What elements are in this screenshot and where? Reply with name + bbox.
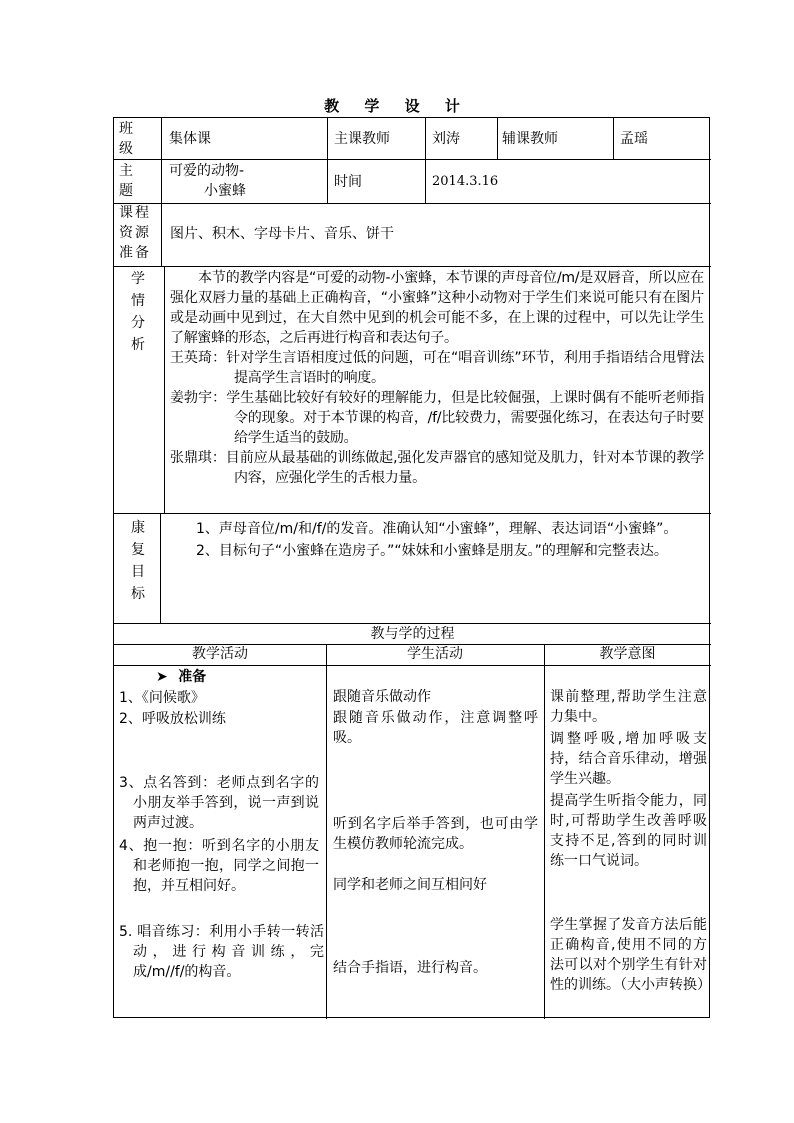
resources-label: 课程资源准备 xyxy=(119,205,151,261)
goals-label: 康复目标 xyxy=(131,520,145,602)
row-divider xyxy=(114,665,711,666)
row-divider xyxy=(114,159,711,160)
assistant-teacher-value: 孟瑶 xyxy=(620,131,648,147)
col-divider xyxy=(326,644,327,1019)
col-divider xyxy=(544,644,545,1019)
time-value: 2014.3.16 xyxy=(432,174,499,189)
arrow-bullet-icon: ➤ xyxy=(156,669,168,685)
analysis-student-2: 姜勃宇：学生基础比较好有较好的理解能力，但是比较倔强，上课时偶有不能听老师指令的现象。对于本节课的构音，/f/比较费力，需要强化练习，在表达句子时要给学生适当的鼓励。 xyxy=(170,390,704,446)
row-divider xyxy=(114,203,711,204)
topic-value-line1: 可爱的动物- xyxy=(169,163,245,179)
intent-1: 课前整理,帮助学生注意力集中。 xyxy=(550,689,707,725)
student-activity-5: 结合手指语，进行构音。 xyxy=(333,960,487,976)
main-teacher-label: 主课教师 xyxy=(334,131,390,147)
student-activity-1: 跟随音乐做动作 xyxy=(333,689,431,705)
col-header-student: 学生活动 xyxy=(407,646,463,662)
col-divider xyxy=(613,118,614,160)
goals-content xyxy=(168,518,704,562)
resources-value: 图片、积木、字母卡片、音乐、饼干 xyxy=(170,226,394,242)
lesson-plan-table xyxy=(113,117,710,1018)
analysis-intro: 本节的教学内容是“可爱的动物-小蜜蜂，本节课的声母音位/m/是双唇音，所以应在强化双唇力量的基础上正确构音，“小蜜蜂”这种小动物对于学生们来说可能只有在图片或是动画中见到过，在大自然中见到的机会可能不多，在上课的过程中，可以先让学生了解蜜蜂的形态，之后再进行构音和表达句子。 xyxy=(170,270,704,346)
student-activity-2: 跟随音乐做动作，注意调整呼吸。 xyxy=(333,710,538,746)
col-divider xyxy=(160,513,161,624)
col-divider xyxy=(161,118,162,266)
analysis-student-1: 王英琦：针对学生言语相度过低的问题，可在“唱音训练”环节，利用手指语结合甩臂法提高学生言语时的响度。 xyxy=(170,350,704,386)
analysis-content xyxy=(170,268,704,488)
activity-4: 4、抱一抱：听到名字的小朋友和老师抱一抱，同学之间抱一抱，并互相问好。 xyxy=(119,838,319,894)
class-label: 班级 xyxy=(119,121,133,157)
intent-2: 调整呼吸,增加呼吸支持，结合音乐律动，增强学生兴趣。 xyxy=(550,731,707,787)
student-activity-3: 听到名字后举手答到，也可由学生模仿教师轮流完成。 xyxy=(333,816,538,852)
prep-label: 准备 xyxy=(178,669,207,685)
col-header-activity: 教学活动 xyxy=(192,646,248,662)
process-title: 教与学的过程 xyxy=(370,626,455,642)
main-teacher-value: 刘涛 xyxy=(432,131,460,147)
col-divider xyxy=(425,118,426,204)
topic-value-line2: 小蜜蜂 xyxy=(204,183,246,199)
time-label: 时间 xyxy=(334,174,362,190)
prep-heading xyxy=(156,667,206,687)
activity-5: 5. 唱音练习：利用小手转一转活动，进行构音训练，完成/m//f/的构音。 xyxy=(119,924,324,980)
row-divider xyxy=(114,266,711,267)
page-title: 教 学 设 计 xyxy=(324,97,470,115)
col-header-intent: 教学意图 xyxy=(599,646,656,662)
topic-label: 主题 xyxy=(119,163,133,199)
goal-item-1: 1、声母音位/m/和/f/的发音。准确认知“小蜜蜂”，理解、表达词语“小蜜蜂”。 xyxy=(196,521,678,537)
activity-1: 1、《问候歌》 xyxy=(119,690,205,706)
col-divider xyxy=(327,118,328,204)
assistant-teacher-label: 辅课教师 xyxy=(502,131,558,147)
activity-2: 2、呼吸放松训练 xyxy=(119,711,226,727)
goal-item-2: 2、目标句子“小蜜蜂在造房子。”“妹妹和小蜜蜂是朋友。”的理解和完整表达。 xyxy=(196,543,668,559)
intent-3: 提高学生听指令能力，同时,可帮助学生改善呼吸支持不足,答到的同时训练一口气说词。 xyxy=(550,793,707,869)
analysis-student-3: 张鼎琪：目前应从最基础的训练做起,强化发声器官的感知觉及肌力，针对本节课的教学内容，应强化学生的舌根力量。 xyxy=(170,450,704,486)
col-divider xyxy=(497,118,498,160)
intent-4: 学生掌握了发音方法后能正确构音,使用不同的方法可以对个别学生有针对性的训练。（大小声转换） xyxy=(550,917,711,993)
activity-3: 3、点名答到：老师点到名字的小朋友举手答到，说一声到说两声过渡。 xyxy=(119,775,319,831)
col-divider xyxy=(164,266,165,514)
student-activity-4: 同学和老师之间互相问好 xyxy=(333,877,487,893)
class-value: 集体课 xyxy=(169,131,211,147)
row-divider xyxy=(114,513,711,514)
analysis-label: 学情分析 xyxy=(131,271,145,353)
